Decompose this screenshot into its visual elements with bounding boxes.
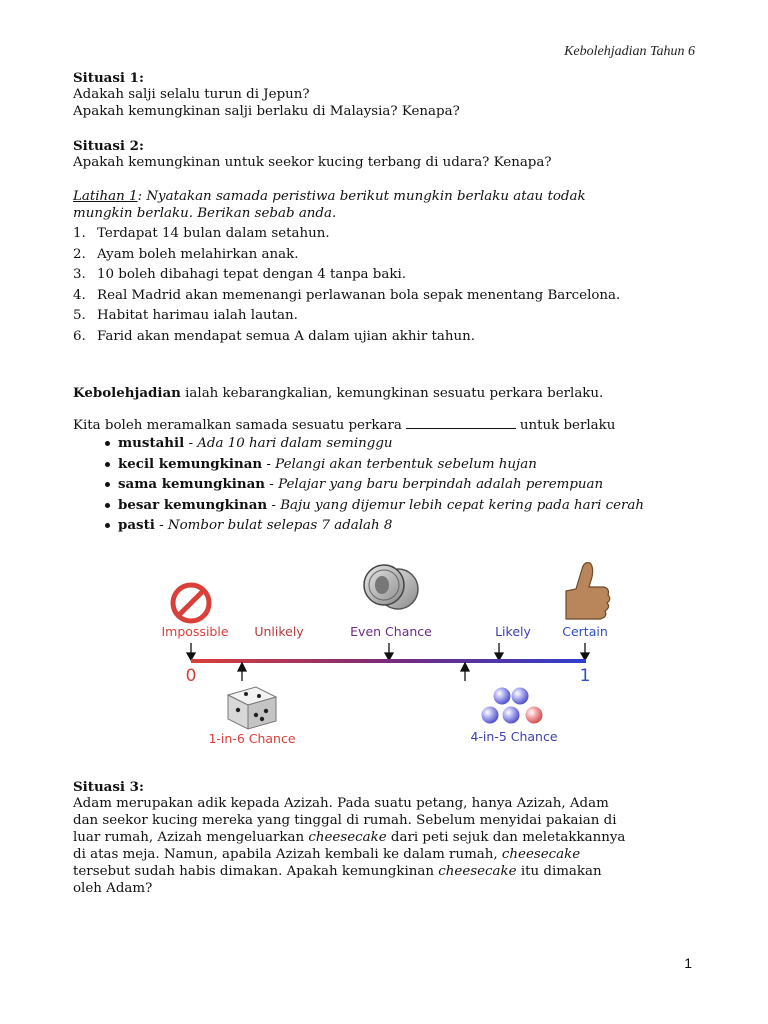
situasi-3-text: di atas meja. Namun, apabila Azizah kembali ke dalam rumah, [73, 847, 502, 862]
bullet-separator: - [267, 498, 281, 513]
bullet-item [118, 454, 537, 475]
latihan-item-3 [73, 265, 406, 285]
situasi-3-italic: cheesecake [308, 830, 387, 845]
prohibited-icon [173, 585, 209, 621]
latihan-item-text: Habitat harimau ialah lautan. [97, 308, 298, 323]
latihan-item-6 [73, 327, 475, 347]
marbles-icon [482, 688, 543, 724]
situasi-1-title: Situasi 1: [73, 70, 144, 86]
latihan-item-text: 10 boleh dibahagi tepat dengan 4 tanpa baki. [97, 267, 406, 282]
bullet-term: kecil kemungkinan [118, 456, 263, 472]
situasi-3-italic: cheesecake [438, 864, 517, 879]
situasi-3-text: dan seekor kucing mereka yang tinggal di rumah. Sebelum menyidai pakaian di [73, 813, 617, 828]
situasi-1-line-2: Apakah kemungkinan salji berlaku di Malaysia? Kenapa? [73, 104, 460, 119]
situasi-3-text: Adam merupakan adik kepada Azizah. Pada suatu petang, hanya Azizah, Adam [73, 796, 609, 811]
latihan-item-5 [73, 306, 298, 326]
bullet-separator: - [154, 518, 168, 533]
situasi-3-italic: cheesecake [501, 847, 581, 862]
bullet-example: Pelajar yang baru berpindah adalah perempuan [278, 477, 604, 492]
definition [73, 383, 603, 404]
latihan-item-text: Terdapat 14 bulan dalam setahun. [97, 226, 330, 241]
bullet-separator: - [262, 457, 276, 472]
bullet-separator: - [184, 436, 198, 451]
bullet-example: Nombor bulat selepas 7 adalah 8 [167, 518, 393, 533]
probability-scale-figure [0, 555, 768, 755]
bullet-item [118, 495, 644, 516]
bullet-term: sama kemungkinan [118, 476, 266, 492]
label-even-chance: Even Chance [350, 624, 432, 639]
latihan-item-number: 3. [73, 267, 86, 282]
situasi-3-text: dari peti sejuk dan meletakkannya [386, 830, 626, 845]
bullet-example: Baju yang dijemur lebih cepat kering pada hari cerah [280, 498, 645, 513]
latihan-item-text: Ayam boleh melahirkan anak. [97, 247, 299, 262]
latihan-item-text: Farid akan mendapat semua A dalam ujian akhir tahun. [97, 329, 475, 344]
situasi-2-line-1: Apakah kemungkinan untuk seekor kucing terbang di udara? Kenapa? [73, 155, 552, 170]
label-impossible: Impossible [161, 624, 229, 639]
probability-line [191, 659, 586, 663]
latihan-item-2 [73, 245, 299, 265]
bullet-item [118, 515, 392, 536]
bullet-item [118, 474, 603, 495]
label-certain: Certain [562, 624, 608, 639]
page-number: 1 [684, 955, 692, 971]
situasi-3-text: luar rumah, Azizah mengeluarkan [73, 830, 309, 845]
bullet-term: besar kemungkinan [118, 497, 268, 513]
label-4-in-5: 4-in-5 Chance [470, 729, 558, 744]
latihan-instruction-2: mungkin berlaku. Berikan sebab anda. [73, 206, 337, 221]
situasi-2-title: Situasi 2: [73, 138, 144, 154]
label-1-in-6: 1-in-6 Chance [208, 731, 296, 746]
definition-term: Kebolehjadian [73, 385, 181, 401]
predict-before: Kita boleh meramalkan samada sesuatu perkara [73, 418, 402, 433]
label-likely: Likely [495, 624, 531, 639]
page-header: Kebolehjadian Tahun 6 [564, 44, 695, 59]
bullet-item [118, 433, 393, 454]
answer-blank [406, 416, 516, 429]
bullet-example: Ada 10 hari dalam seminggu [197, 436, 393, 451]
thumbs-up-icon [566, 563, 610, 619]
latihan-instruction-1: : Nyatakan samada peristiwa berikut mungkin berlaku atau todak [137, 189, 586, 204]
situasi-1-line-1: Adakah salji selalu turun di Jepun? [73, 87, 310, 102]
predict-after: untuk berlaku [519, 418, 616, 433]
latihan-item-text: Real Madrid akan memenangi perlawanan bola sepak menentang Barcelona. [97, 288, 621, 303]
up-arrows [238, 663, 469, 681]
coins-icon [364, 565, 418, 609]
definition-text: ialah kebarangkalian, kemungkinan sesuatu perkara berlaku. [180, 386, 604, 401]
situasi-3-title: Situasi 3: [73, 779, 144, 795]
latihan-item-number: 5. [73, 308, 86, 323]
label-one: 1 [579, 666, 591, 686]
latihan-item-number: 6. [73, 329, 86, 344]
latihan-label: Latihan 1 [73, 189, 138, 204]
situasi-3-text: oleh Adam? [73, 881, 153, 896]
dice-icon [228, 687, 276, 729]
label-unlikely: Unlikely [254, 624, 304, 639]
label-zero: 0 [185, 666, 197, 686]
bullet-example: Pelangi akan terbentuk sebelum hujan [275, 457, 537, 472]
latihan-item-number: 2. [73, 247, 86, 262]
situasi-3-text: itu dimakan [516, 864, 602, 879]
latihan-item-1 [73, 224, 330, 244]
latihan-item-number: 1. [73, 226, 86, 241]
latihan-item-4 [73, 286, 620, 306]
situasi-3-line-5 [73, 862, 602, 882]
situasi-3-text: tersebut sudah habis dimakan. Apakah kemungkinan [73, 864, 439, 879]
situasi-3-line-6 [73, 879, 152, 899]
bullet-separator: - [265, 477, 279, 492]
down-arrows [187, 643, 589, 660]
bullet-term: mustahil [118, 435, 185, 451]
latihan-item-number: 4. [73, 288, 86, 303]
bullet-term: pasti [118, 517, 155, 533]
